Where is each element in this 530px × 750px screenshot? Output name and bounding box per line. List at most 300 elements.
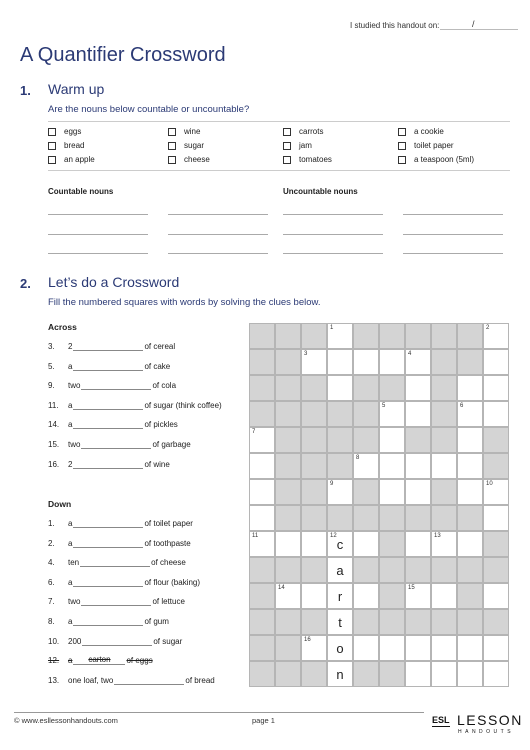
crossword-cell[interactable] xyxy=(327,583,353,609)
studied-date-slash: / xyxy=(472,19,475,29)
crossword-block-cell xyxy=(275,661,301,687)
noun-label: jam xyxy=(299,141,312,150)
crossword-block-cell xyxy=(353,479,379,505)
clue-quantity: a xyxy=(68,361,73,371)
noun-checkbox[interactable] xyxy=(283,128,291,136)
crossword-block-cell xyxy=(249,401,275,427)
crossword-cell[interactable] xyxy=(431,583,457,609)
crossword-block-cell xyxy=(249,609,275,635)
crossword-clue-number: 1 xyxy=(330,325,334,331)
crossword-block-cell xyxy=(275,323,301,349)
crossword-cell[interactable] xyxy=(405,401,431,427)
crossword-cell[interactable] xyxy=(353,531,379,557)
crossword-block-cell xyxy=(457,557,483,583)
crossword-cell[interactable] xyxy=(431,661,457,687)
clue-number: 16. xyxy=(48,459,60,469)
clue-noun: of flour (baking) xyxy=(144,577,201,587)
crossword-block-cell xyxy=(249,349,275,375)
crossword-block-cell xyxy=(379,583,405,609)
section-2-instruction: Fill the numbered squares with words by solving the clues below. xyxy=(48,297,321,308)
crossword-block-cell xyxy=(457,609,483,635)
across-heading: Across xyxy=(48,322,77,332)
clue-noun: of eggs xyxy=(126,656,153,666)
crossword-clue-number: 14 xyxy=(278,585,285,591)
crossword-clue-number: 4 xyxy=(408,351,412,357)
crossword-grid xyxy=(249,323,509,687)
down-clue xyxy=(48,655,153,665)
clue-quantity: a xyxy=(68,400,73,410)
crossword-letter: n xyxy=(336,667,344,682)
crossword-letter: r xyxy=(337,589,343,604)
crossword-cell[interactable] xyxy=(275,583,301,609)
across-clue xyxy=(48,459,170,469)
crossword-block-cell xyxy=(405,505,431,531)
down-clue xyxy=(48,557,186,567)
answer-write-line[interactable] xyxy=(403,214,503,215)
clue-quantity: a xyxy=(68,519,73,528)
clue-number: 10. xyxy=(48,636,60,646)
crossword-block-cell xyxy=(431,375,457,401)
noun-item xyxy=(398,127,444,136)
crossword-cell[interactable] xyxy=(483,401,509,427)
crossword-block-cell xyxy=(379,661,405,687)
crossword-block-cell xyxy=(275,427,301,453)
crossword-block-cell xyxy=(275,479,301,505)
noun-label: carrots xyxy=(299,127,324,136)
crossword-cell[interactable] xyxy=(405,349,431,375)
crossword-block-cell xyxy=(327,505,353,531)
crossword-cell[interactable] xyxy=(379,453,405,479)
crossword-block-cell xyxy=(275,401,301,427)
clue-quantity: ten xyxy=(68,558,80,568)
noun-checkbox[interactable] xyxy=(168,128,176,136)
crossword-clue-number: 9 xyxy=(330,481,334,487)
clue-noun: of toilet paper xyxy=(144,519,193,528)
crossword-block-cell xyxy=(353,375,379,401)
studied-date-label: I studied this handout on: xyxy=(350,21,440,30)
crossword-cell[interactable] xyxy=(431,531,457,557)
crossword-block-cell xyxy=(301,557,327,583)
noun-item xyxy=(168,141,204,150)
crossword-block-cell xyxy=(405,323,431,349)
crossword-cell[interactable] xyxy=(457,375,483,401)
section-2-title: Let’s do a Crossword xyxy=(48,274,180,290)
noun-item xyxy=(398,141,454,150)
crossword-block-cell xyxy=(457,323,483,349)
clue-noun: of toothpaste xyxy=(144,538,191,548)
crossword-cell[interactable] xyxy=(327,375,353,401)
noun-table-top-rule xyxy=(48,121,510,122)
crossword-block-cell xyxy=(353,609,379,635)
crossword-cell[interactable] xyxy=(483,349,509,375)
answer-write-line[interactable] xyxy=(403,234,503,235)
noun-checkbox[interactable] xyxy=(398,156,406,164)
clue-answer-blank[interactable] xyxy=(81,439,151,449)
noun-label: a cookie xyxy=(414,127,444,136)
noun-item xyxy=(48,155,95,164)
crossword-cell[interactable] xyxy=(457,453,483,479)
clue-quantity: a xyxy=(68,420,73,430)
crossword-block-cell xyxy=(275,609,301,635)
noun-checkbox[interactable] xyxy=(398,128,406,136)
crossword-block-cell xyxy=(327,453,353,479)
noun-label: a teaspoon (5ml) xyxy=(414,155,475,164)
noun-table-bottom-rule xyxy=(48,170,510,171)
crossword-cell[interactable] xyxy=(405,635,431,661)
clue-noun: of cola xyxy=(152,381,177,391)
crossword-cell[interactable] xyxy=(249,479,275,505)
clue-noun: of cheese xyxy=(151,558,186,568)
crossword-cell[interactable] xyxy=(327,349,353,375)
clue-quantity: a xyxy=(68,617,73,626)
crossword-block-cell xyxy=(405,557,431,583)
crossword-cell[interactable] xyxy=(379,635,405,661)
crossword-cell[interactable] xyxy=(457,531,483,557)
clue-number: 12. xyxy=(48,656,60,666)
crossword-cell[interactable] xyxy=(249,427,275,453)
answer-write-line[interactable] xyxy=(283,214,383,215)
clue-quantity: 2 xyxy=(68,342,73,351)
clue-number: 3. xyxy=(48,342,55,351)
crossword-cell[interactable] xyxy=(379,479,405,505)
crossword-block-cell xyxy=(301,375,327,401)
studied-date-line[interactable] xyxy=(440,29,518,30)
noun-item xyxy=(168,127,200,136)
crossword-clue-number: 12 xyxy=(330,533,337,539)
crossword-block-cell xyxy=(379,505,405,531)
crossword-cell[interactable] xyxy=(327,479,353,505)
clue-answer-blank[interactable] xyxy=(73,361,143,371)
crossword-block-cell xyxy=(301,427,327,453)
noun-checkbox[interactable] xyxy=(48,156,56,164)
noun-label: toilet paper xyxy=(414,141,454,150)
crossword-block-cell xyxy=(353,401,379,427)
clue-number: 11. xyxy=(48,400,59,410)
crossword-block-cell xyxy=(483,427,509,453)
crossword-clue-number: 3 xyxy=(304,351,308,357)
noun-label: eggs xyxy=(64,127,82,136)
down-clue xyxy=(48,596,185,606)
clue-number: 1. xyxy=(48,519,55,528)
crossword-cell[interactable] xyxy=(327,557,353,583)
crossword-block-cell xyxy=(301,401,327,427)
answer-write-line[interactable] xyxy=(283,253,383,254)
logo-handouts: HANDOUTS xyxy=(458,729,515,735)
clue-answer-blank[interactable] xyxy=(114,675,184,685)
crossword-block-cell xyxy=(431,609,457,635)
answer-write-line[interactable] xyxy=(48,253,148,254)
crossword-block-cell xyxy=(457,505,483,531)
crossword-cell[interactable] xyxy=(327,609,353,635)
crossword-cell[interactable] xyxy=(301,583,327,609)
crossword-cell[interactable] xyxy=(405,453,431,479)
noun-item xyxy=(48,127,81,136)
crossword-block-cell xyxy=(431,479,457,505)
noun-label: bread xyxy=(64,141,85,150)
crossword-clue-number: 2 xyxy=(486,325,490,331)
answer-write-line[interactable] xyxy=(48,214,148,215)
crossword-cell[interactable] xyxy=(275,531,301,557)
down-clue xyxy=(48,518,193,528)
clue-quantity: 200 xyxy=(68,636,82,646)
crossword-cell[interactable] xyxy=(301,531,327,557)
crossword-cell[interactable] xyxy=(405,583,431,609)
answer-write-line[interactable] xyxy=(283,234,383,235)
crossword-block-cell xyxy=(275,453,301,479)
clue-answer-blank[interactable] xyxy=(73,341,143,351)
clue-answer-blank[interactable] xyxy=(73,400,143,410)
crossword-clue-number: 8 xyxy=(356,455,360,461)
crossword-cell[interactable] xyxy=(457,427,483,453)
crossword-cell[interactable] xyxy=(457,661,483,687)
clue-noun: of lettuce xyxy=(152,597,185,607)
clue-number: 13. xyxy=(48,675,60,685)
crossword-clue-number: 16 xyxy=(304,637,311,643)
crossword-cell[interactable] xyxy=(249,505,275,531)
crossword-block-cell xyxy=(275,505,301,531)
clue-number: 14. xyxy=(48,420,60,430)
crossword-block-cell xyxy=(249,375,275,401)
crossword-block-cell xyxy=(431,505,457,531)
clue-answer-blank[interactable] xyxy=(81,596,151,606)
crossword-cell[interactable] xyxy=(483,661,509,687)
crossword-clue-number: 5 xyxy=(382,403,386,409)
crossword-block-cell xyxy=(353,323,379,349)
crossword-block-cell xyxy=(457,583,483,609)
clue-answer-blank[interactable] xyxy=(73,419,143,429)
crossword-cell[interactable] xyxy=(405,531,431,557)
clue-number: 9. xyxy=(48,381,55,391)
clue-noun: of wine xyxy=(144,459,170,469)
crossword-clue-number: 7 xyxy=(252,429,256,435)
clue-quantity: two xyxy=(68,597,81,607)
noun-item xyxy=(283,155,332,164)
noun-checkbox[interactable] xyxy=(398,142,406,150)
clue-quantity: two xyxy=(68,381,81,391)
across-clue xyxy=(48,380,176,390)
page-title: A Quantifier Crossword xyxy=(20,44,226,66)
crossword-cell[interactable] xyxy=(483,479,509,505)
clue-quantity: a xyxy=(68,538,73,548)
crossword-block-cell xyxy=(431,557,457,583)
clue-quantity: a xyxy=(68,577,73,587)
across-clue xyxy=(48,341,175,351)
crossword-block-cell xyxy=(483,557,509,583)
clue-noun: of pickles xyxy=(144,420,178,430)
noun-checkbox[interactable] xyxy=(283,142,291,150)
logo-esl: ESL xyxy=(432,715,450,725)
clue-noun: of gum xyxy=(144,617,169,626)
clue-number: 8. xyxy=(48,617,55,626)
noun-item xyxy=(398,155,474,164)
crossword-cell[interactable] xyxy=(431,453,457,479)
crossword-cell[interactable] xyxy=(457,635,483,661)
crossword-cell[interactable] xyxy=(405,375,431,401)
crossword-cell[interactable] xyxy=(405,479,431,505)
answer-write-line[interactable] xyxy=(48,234,148,235)
crossword-block-cell xyxy=(301,609,327,635)
uncountable-nouns-heading: Uncountable nouns xyxy=(283,187,358,196)
crossword-cell[interactable] xyxy=(353,349,379,375)
crossword-block-cell xyxy=(301,453,327,479)
crossword-cell[interactable] xyxy=(249,531,275,557)
crossword-cell[interactable] xyxy=(379,427,405,453)
answer-write-line[interactable] xyxy=(168,214,268,215)
crossword-block-cell xyxy=(275,375,301,401)
footer-website: © www.esllessonhandouts.com xyxy=(14,716,118,725)
clue-noun: of garbage xyxy=(152,440,191,449)
footer-page-number: page 1 xyxy=(252,716,275,725)
crossword-block-cell xyxy=(379,557,405,583)
footer-rule xyxy=(14,712,424,713)
clue-quantity: a xyxy=(68,656,73,666)
down-clue xyxy=(48,616,169,626)
down-clue xyxy=(48,538,191,548)
crossword-letter: c xyxy=(336,537,344,552)
crossword-block-cell xyxy=(353,505,379,531)
crossword-block-cell xyxy=(301,505,327,531)
crossword-block-cell xyxy=(353,661,379,687)
crossword-block-cell xyxy=(249,583,275,609)
crossword-cell[interactable] xyxy=(249,453,275,479)
crossword-cell[interactable] xyxy=(379,401,405,427)
crossword-block-cell xyxy=(327,427,353,453)
clue-answer-blank[interactable] xyxy=(80,557,150,567)
crossword-block-cell xyxy=(275,349,301,375)
crossword-cell[interactable] xyxy=(405,661,431,687)
section-1-title: Warm up xyxy=(48,81,105,97)
clue-number: 5. xyxy=(48,361,55,371)
clue-answer-blank[interactable]: carton xyxy=(73,655,125,665)
crossword-block-cell xyxy=(275,557,301,583)
crossword-block-cell xyxy=(301,661,327,687)
answer-write-line[interactable] xyxy=(168,234,268,235)
crossword-block-cell xyxy=(379,609,405,635)
crossword-block-cell xyxy=(483,609,509,635)
across-clue xyxy=(48,361,170,371)
crossword-cell[interactable] xyxy=(483,323,509,349)
crossword-letter: o xyxy=(336,641,344,656)
crossword-block-cell xyxy=(379,323,405,349)
down-clue xyxy=(48,636,182,646)
noun-checkbox[interactable] xyxy=(168,142,176,150)
clue-answer-blank[interactable] xyxy=(73,518,143,528)
crossword-block-cell xyxy=(457,349,483,375)
crossword-cell[interactable] xyxy=(457,479,483,505)
crossword-block-cell xyxy=(275,635,301,661)
crossword-block-cell xyxy=(431,401,457,427)
noun-item xyxy=(48,141,84,150)
clue-answer-blank[interactable] xyxy=(73,616,143,626)
across-clue xyxy=(48,400,222,410)
noun-label: wine xyxy=(184,127,201,136)
crossword-cell[interactable] xyxy=(457,401,483,427)
clue-number: 15. xyxy=(48,440,60,449)
crossword-block-cell xyxy=(249,661,275,687)
noun-item xyxy=(168,155,210,164)
crossword-cell[interactable] xyxy=(483,635,509,661)
crossword-cell[interactable] xyxy=(327,531,353,557)
crossword-cell[interactable] xyxy=(483,375,509,401)
across-clue xyxy=(48,439,191,449)
clue-answer-blank[interactable] xyxy=(73,538,143,548)
clue-answer-blank[interactable] xyxy=(81,380,151,390)
section-1-instruction: Are the nouns below countable or uncountable? xyxy=(48,104,250,115)
noun-item xyxy=(283,127,323,136)
crossword-block-cell xyxy=(249,557,275,583)
crossword-block-cell xyxy=(249,635,275,661)
crossword-cell[interactable] xyxy=(353,635,379,661)
noun-checkbox[interactable] xyxy=(48,128,56,136)
noun-checkbox[interactable] xyxy=(48,142,56,150)
crossword-block-cell xyxy=(431,427,457,453)
noun-label: tomatoes xyxy=(299,155,332,164)
down-clue xyxy=(48,577,200,587)
clue-quantity: two xyxy=(68,440,81,449)
crossword-cell[interactable] xyxy=(353,583,379,609)
crossword-cell[interactable] xyxy=(379,349,405,375)
clue-quantity: 2 xyxy=(68,459,73,469)
clue-answer-blank[interactable] xyxy=(73,459,143,469)
crossword-cell[interactable] xyxy=(327,661,353,687)
clue-noun: of cereal xyxy=(144,342,176,351)
crossword-cell[interactable] xyxy=(431,635,457,661)
section-2-number: 2. xyxy=(20,276,31,291)
crossword-block-cell xyxy=(327,401,353,427)
crossword-block-cell xyxy=(405,609,431,635)
crossword-cell[interactable] xyxy=(327,323,353,349)
crossword-letter: t xyxy=(338,615,342,630)
clue-answer-blank[interactable] xyxy=(73,577,143,587)
crossword-block-cell xyxy=(379,531,405,557)
countable-nouns-heading: Countable nouns xyxy=(48,187,114,196)
crossword-block-cell xyxy=(431,349,457,375)
noun-item xyxy=(283,141,312,150)
crossword-block-cell xyxy=(353,427,379,453)
crossword-block-cell xyxy=(249,323,275,349)
crossword-cell[interactable] xyxy=(353,453,379,479)
down-clue xyxy=(48,675,215,685)
clue-answer-blank[interactable] xyxy=(82,636,152,646)
noun-label: an apple xyxy=(64,155,95,164)
clue-noun: of bread xyxy=(185,675,215,685)
answer-write-line[interactable] xyxy=(403,253,503,254)
crossword-clue-number: 11 xyxy=(252,533,259,539)
noun-checkbox[interactable] xyxy=(168,156,176,164)
crossword-cell[interactable] xyxy=(327,635,353,661)
crossword-letter: a xyxy=(336,563,344,578)
crossword-block-cell xyxy=(301,323,327,349)
crossword-block-cell xyxy=(353,557,379,583)
crossword-block-cell xyxy=(483,453,509,479)
crossword-clue-number: 10 xyxy=(486,481,493,487)
clue-quantity: one loaf, two xyxy=(68,675,114,685)
crossword-cell[interactable] xyxy=(483,583,509,609)
crossword-block-cell xyxy=(483,531,509,557)
clue-number: 2. xyxy=(48,538,55,548)
crossword-cell[interactable] xyxy=(301,635,327,661)
crossword-cell[interactable] xyxy=(301,349,327,375)
clue-noun: of sugar xyxy=(153,636,183,646)
noun-label: cheese xyxy=(184,155,210,164)
crossword-block-cell xyxy=(431,323,457,349)
crossword-block-cell xyxy=(379,375,405,401)
noun-checkbox[interactable] xyxy=(283,156,291,164)
clue-noun: of sugar (think coffee) xyxy=(144,400,222,410)
crossword-cell[interactable] xyxy=(483,505,509,531)
across-clue xyxy=(48,419,178,429)
answer-write-line[interactable] xyxy=(168,253,268,254)
